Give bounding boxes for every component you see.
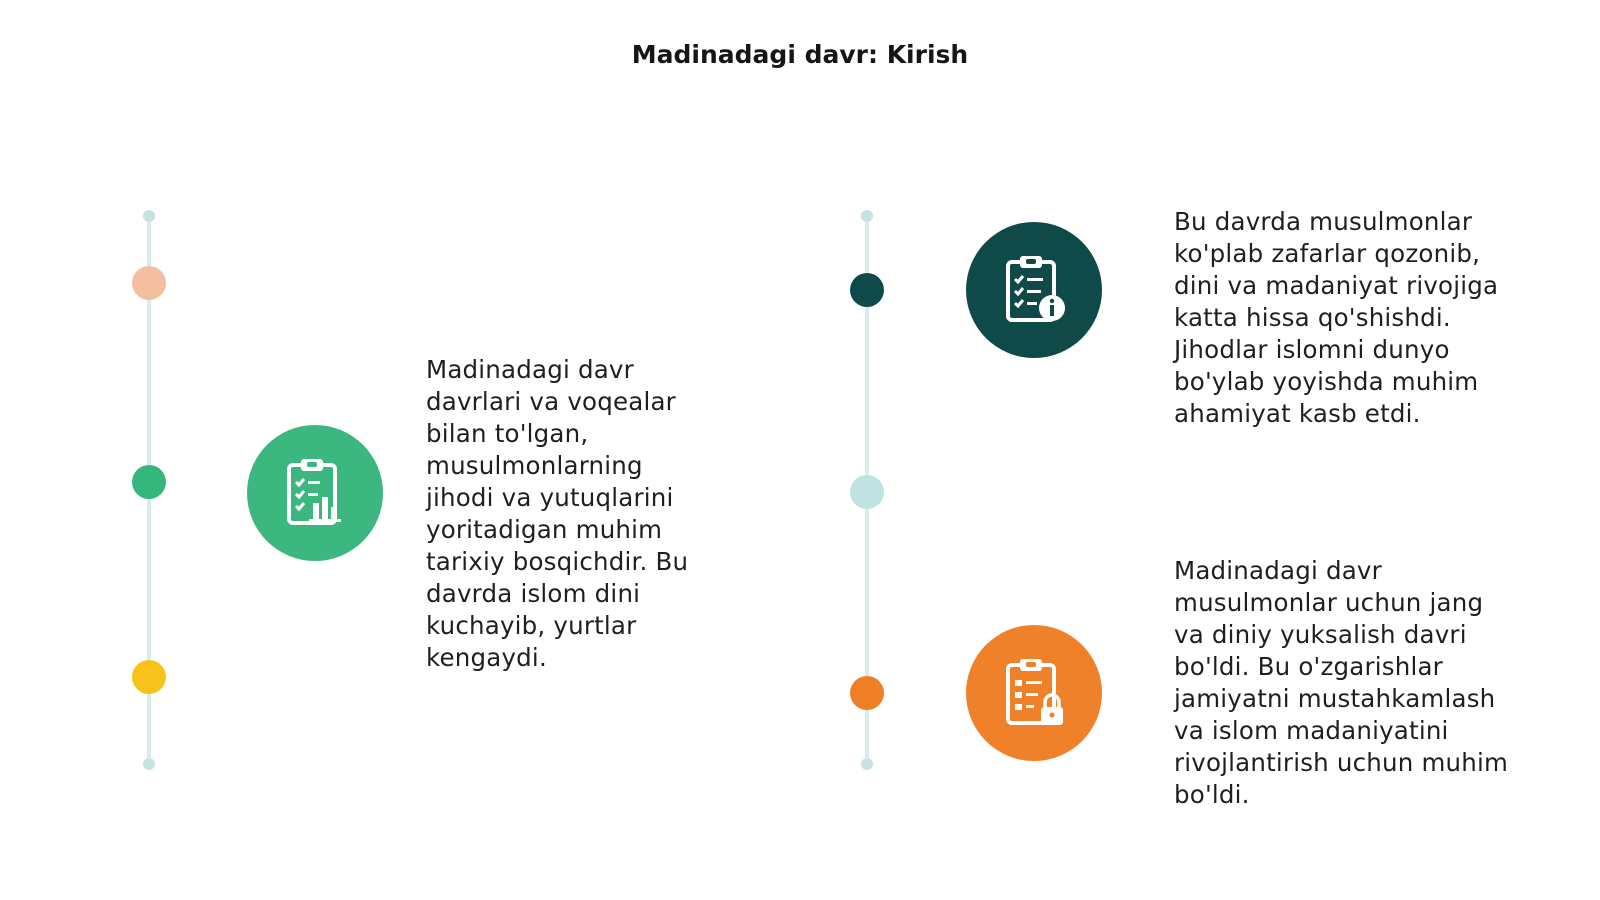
timeline-dot-palemint bbox=[850, 475, 884, 509]
timeline-cap-top bbox=[143, 210, 155, 222]
timeline-dot-orange bbox=[850, 676, 884, 710]
timeline-cap-bottom bbox=[861, 758, 873, 770]
clipboard-chart-icon bbox=[275, 453, 355, 533]
item-text-1: Madinadagi davr davrlari va voqealar bilan to'lgan, musulmonlarning jihodi va yutuqlarini yoritadigan muhim tarixiy bosqichdir. Bu davrda islom dini kuchayib, yurtlar kengaydi. bbox=[426, 355, 689, 672]
slide-title: Madinadagi davr: Kirish bbox=[631, 40, 969, 69]
timeline-dot-green bbox=[132, 465, 166, 499]
clipboard-info-icon bbox=[994, 250, 1074, 330]
badge-orange bbox=[966, 625, 1102, 761]
timeline-dot-yellow bbox=[132, 660, 166, 694]
badge-green bbox=[247, 425, 383, 561]
timeline-cap-bottom bbox=[143, 758, 155, 770]
item-text-3: Madinadagi davr musulmonlar uchun jang va diniy yuksalish davri bo'ldi. Bu o'zgarishlar jamiyatni mustahkamlash va islom madaniyatini rivojlantirish uchun muhim bo'ldi. bbox=[1174, 556, 1509, 809]
badge-darkteal bbox=[966, 222, 1102, 358]
timeline-dot-darkteal bbox=[850, 273, 884, 307]
clipboard-lock-icon bbox=[994, 653, 1074, 733]
timeline-cap-top bbox=[861, 210, 873, 222]
item-text-2: Bu davrda musulmonlar ko'plab zafarlar qozonib, dini va madaniyat rivojiga katta hissa qo'shishdi. Jihodlar islomni dunyo bo'ylab yoyishda muhim ahamiyat kasb etdi. bbox=[1174, 207, 1499, 428]
timeline-dot-peach bbox=[132, 266, 166, 300]
